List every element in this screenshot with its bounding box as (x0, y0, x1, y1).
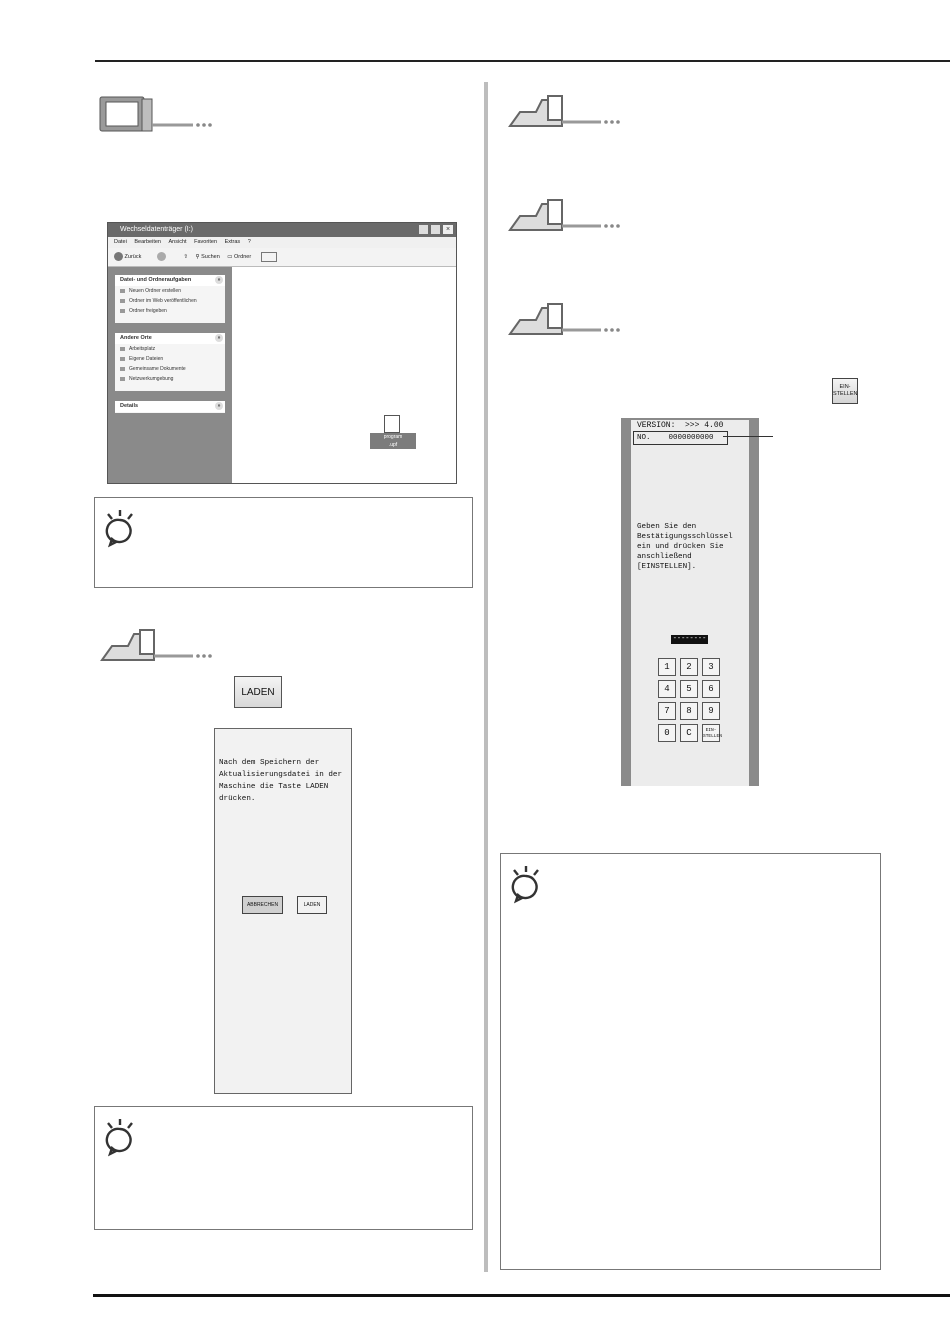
explorer-toolbar (108, 248, 456, 267)
key-5[interactable]: 5 (680, 680, 698, 698)
menu-help[interactable]: ? (247, 239, 251, 245)
sewing-machine-icon (506, 300, 626, 340)
tasks-panel (115, 275, 225, 323)
task-share-folder[interactable]: Ordner freigeben (115, 306, 225, 316)
key-4[interactable]: 4 (658, 680, 676, 698)
close-button[interactable]: × (443, 225, 453, 234)
explorer-task-pane (108, 267, 232, 483)
load-screen (214, 728, 352, 1094)
places-panel-title: Andere Orte (120, 335, 152, 341)
key-message: Geben Sie den Bestätigungsschlüssel ein und drücken Sie anschließend [EINSTELLEN]. (637, 523, 733, 571)
collapse-icon[interactable]: » (215, 402, 223, 410)
maximize-button[interactable] (431, 225, 440, 234)
sewing-machine-icon (506, 196, 626, 236)
back-arrow-icon[interactable] (114, 252, 123, 261)
note-bulb-icon (103, 508, 137, 550)
file-name: program (383, 434, 403, 440)
menu-ansicht[interactable]: Ansicht (168, 239, 187, 245)
key-3[interactable]: 3 (702, 658, 720, 676)
key-7[interactable]: 7 (658, 702, 676, 720)
place-network[interactable]: Netzwerkumgebung (115, 374, 225, 384)
key-screen (631, 420, 749, 786)
note-box (500, 853, 881, 1270)
task-publish-web[interactable]: Ordner im Web veröffentlichen (115, 296, 225, 306)
details-panel (115, 401, 225, 413)
load-message: Nach dem Speichern der Aktualisierungsdatei in der Maschine die Taste LADEN drücken. (219, 759, 343, 803)
note-box (94, 1106, 473, 1230)
task-new-folder[interactable]: Neuen Ordner erstellen (115, 286, 225, 296)
collapse-icon[interactable]: » (215, 276, 223, 284)
key-8[interactable]: 8 (680, 702, 698, 720)
callout-line (723, 436, 773, 437)
explorer-titlebar (108, 223, 456, 237)
folders-icon[interactable]: ▭ (227, 254, 233, 260)
folders-button[interactable]: Ordner (234, 254, 252, 260)
collapse-icon[interactable]: » (215, 334, 223, 342)
key-6[interactable]: 6 (702, 680, 720, 698)
upf-file[interactable] (370, 415, 416, 455)
menu-bearbeiten[interactable]: Bearbeiten (134, 239, 161, 245)
sewing-machine-icon (506, 92, 626, 132)
key-0[interactable]: 0 (658, 724, 676, 742)
key-clear[interactable]: C (680, 724, 698, 742)
explorer-title: Wechseldatenträger (I:) (120, 226, 194, 233)
menu-favoriten[interactable]: Favoriten (194, 239, 218, 245)
details-panel-title: Details (120, 403, 139, 409)
back-button[interactable]: Zurück (124, 254, 142, 260)
note-box (94, 497, 473, 588)
search-button[interactable]: Suchen (201, 254, 220, 260)
load-button[interactable]: LADEN (297, 896, 327, 914)
note-bulb-icon (103, 1117, 137, 1159)
place-my-computer[interactable]: Arbeitsplatz (115, 344, 225, 354)
key-9[interactable]: 9 (702, 702, 720, 720)
computer-icon (98, 95, 218, 135)
up-folder-icon[interactable]: ⇧ (183, 254, 189, 260)
einstellen-button[interactable]: EIN- STELLEN (832, 378, 858, 404)
forward-arrow-icon[interactable] (157, 252, 166, 261)
menu-datei[interactable]: Datei (114, 239, 127, 245)
bottom-rule (93, 1294, 950, 1297)
note-bulb-icon (509, 864, 543, 906)
key-1[interactable]: 1 (658, 658, 676, 676)
place-my-documents[interactable]: Eigene Dateien (115, 354, 225, 364)
file-icon (384, 415, 400, 433)
code-display: -------- (672, 635, 707, 643)
cancel-button[interactable]: ABBRECHEN (242, 896, 283, 914)
sewing-machine-icon (98, 626, 218, 666)
tasks-panel-title: Datei- und Ordneraufgaben (120, 277, 192, 283)
places-panel (115, 333, 225, 391)
file-label (370, 433, 416, 449)
views-icon[interactable] (261, 252, 277, 262)
place-shared-documents[interactable]: Gemeinsame Dokumente (115, 364, 225, 374)
machine-number: NO. 0000000000 (633, 431, 728, 445)
file-ext: .upf (388, 442, 398, 448)
search-icon[interactable]: ⚲ (195, 254, 200, 260)
column-divider (484, 82, 488, 1272)
explorer-window (107, 222, 457, 484)
key-einstellen[interactable]: EIN- STELLEN (702, 724, 720, 742)
menu-extras[interactable]: Extras (224, 239, 241, 245)
minimize-button[interactable] (419, 225, 428, 234)
version-label: VERSION: >>> 4.00 (637, 421, 724, 430)
top-rule (95, 60, 950, 62)
explorer-menubar (108, 237, 456, 248)
key-2[interactable]: 2 (680, 658, 698, 676)
laden-button[interactable]: LADEN (234, 676, 282, 708)
